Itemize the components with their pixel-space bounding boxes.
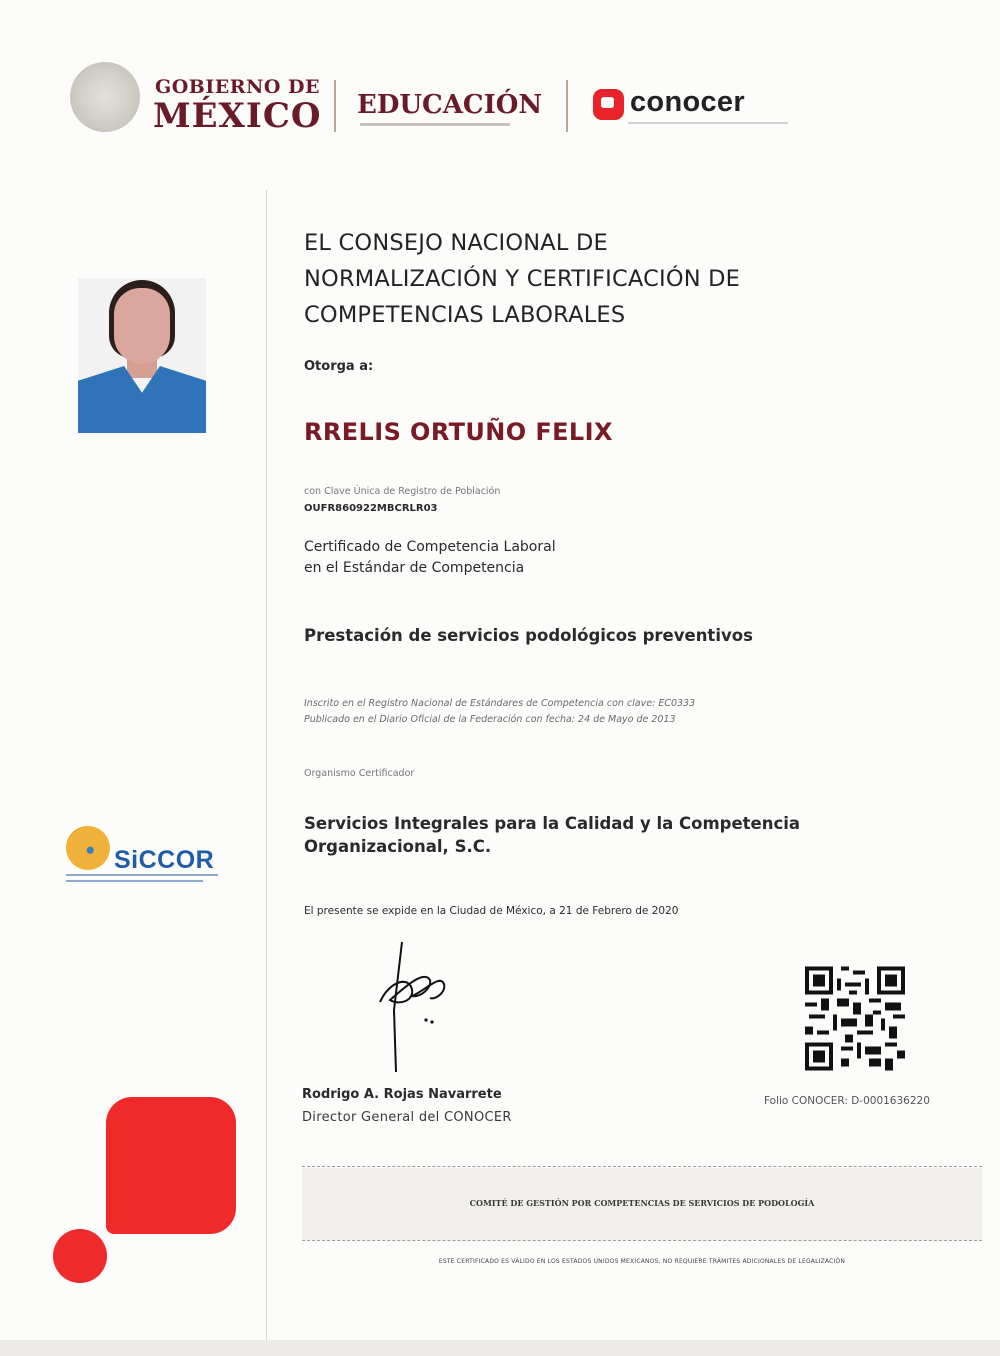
- certificate-type: [304, 537, 556, 579]
- vertical-divider: [266, 190, 267, 1340]
- council-title-line: EL CONSEJO NACIONAL DE: [304, 230, 608, 256]
- certifier-name-line: Organizacional, S.C.: [304, 837, 492, 856]
- standard-name: Prestación de servicios podológicos preventivos: [304, 626, 753, 645]
- page-bottom-edge: [0, 1340, 1000, 1356]
- signature-graphic: [370, 940, 460, 1080]
- decorative-red-circle: [53, 1229, 107, 1283]
- certificate-type-line: en el Estándar de Competencia: [304, 560, 525, 576]
- signer-name: Rodrigo A. Rojas Navarrete: [302, 1087, 502, 1102]
- header-separator: [566, 80, 568, 132]
- council-title: [304, 225, 740, 333]
- educacion-subtitle-line: [360, 123, 510, 126]
- conocer-label: conocer: [630, 86, 745, 118]
- committee-name: COMITÉ DE GESTIÓN POR COMPETENCIAS DE SERVICIOS DE PODOLOGÍA: [469, 1198, 815, 1208]
- educacion-label: EDUCACIÓN: [357, 90, 543, 120]
- registry-line: Publicado en el Diario Oficial de la Federación con fecha: 24 de Mayo de 2013: [304, 714, 676, 725]
- qr-code-icon: [805, 966, 905, 1071]
- legal-note: ESTE CERTIFICADO ES VÁLIDO EN LOS ESTADOS UNIDOS MEXICANOS, NO REQUIERE TRÁMITES ADICIONALES DE LEGALIZACIÓN: [438, 1258, 846, 1265]
- conocer-subtitle-line: [628, 122, 788, 124]
- registry-info: [304, 696, 695, 728]
- folio-number: Folio CONOCER: D-0001636220: [764, 1095, 930, 1107]
- siccor-logo-text: SiCCOR: [114, 846, 215, 874]
- signer-title: Director General del CONOCER: [302, 1110, 512, 1125]
- header-separator: [334, 80, 336, 132]
- recipient-photo: [78, 278, 206, 433]
- council-title-line: COMPETENCIAS LABORALES: [304, 302, 626, 328]
- photo-face: [114, 288, 170, 364]
- certifier-label: Organismo Certificador: [304, 768, 415, 779]
- footer-dotted-line: [302, 1240, 982, 1241]
- gobierno-label: GOBIERNO DE: [155, 76, 320, 98]
- conocer-logo-icon: [593, 89, 624, 120]
- national-seal-icon: [70, 62, 140, 132]
- siccor-logo-icon: [66, 826, 110, 870]
- footer-dotted-line: [302, 1166, 982, 1167]
- siccor-tagline-line: [66, 874, 218, 876]
- issued-statement: El presente se expide en la Ciudad de México, a 21 de Febrero de 2020: [304, 905, 679, 917]
- certifier-name-line: Servicios Integrales para la Calidad y la Competencia: [304, 814, 801, 833]
- certifier-name: [304, 812, 800, 858]
- curp-value: OUFR860922MBCRLR03: [304, 503, 438, 514]
- certificate-type-line: Certificado de Competencia Laboral: [304, 539, 556, 555]
- mexico-label: MÉXICO: [153, 96, 322, 136]
- council-title-line: NORMALIZACIÓN Y CERTIFICACIÓN DE: [304, 266, 741, 292]
- otorga-label: Otorga a:: [304, 359, 374, 374]
- siccor-tagline-line: [66, 880, 203, 882]
- siccor-tagline: [66, 874, 218, 890]
- registry-line: Inscrito en el Registro Nacional de Estándares de Competencia con clave: EC0333: [304, 698, 696, 709]
- decorative-red-square: [106, 1097, 236, 1234]
- curp-label: con Clave Única de Registro de Población: [304, 486, 501, 497]
- recipient-name: RRELIS ORTUÑO FELIX: [304, 418, 613, 446]
